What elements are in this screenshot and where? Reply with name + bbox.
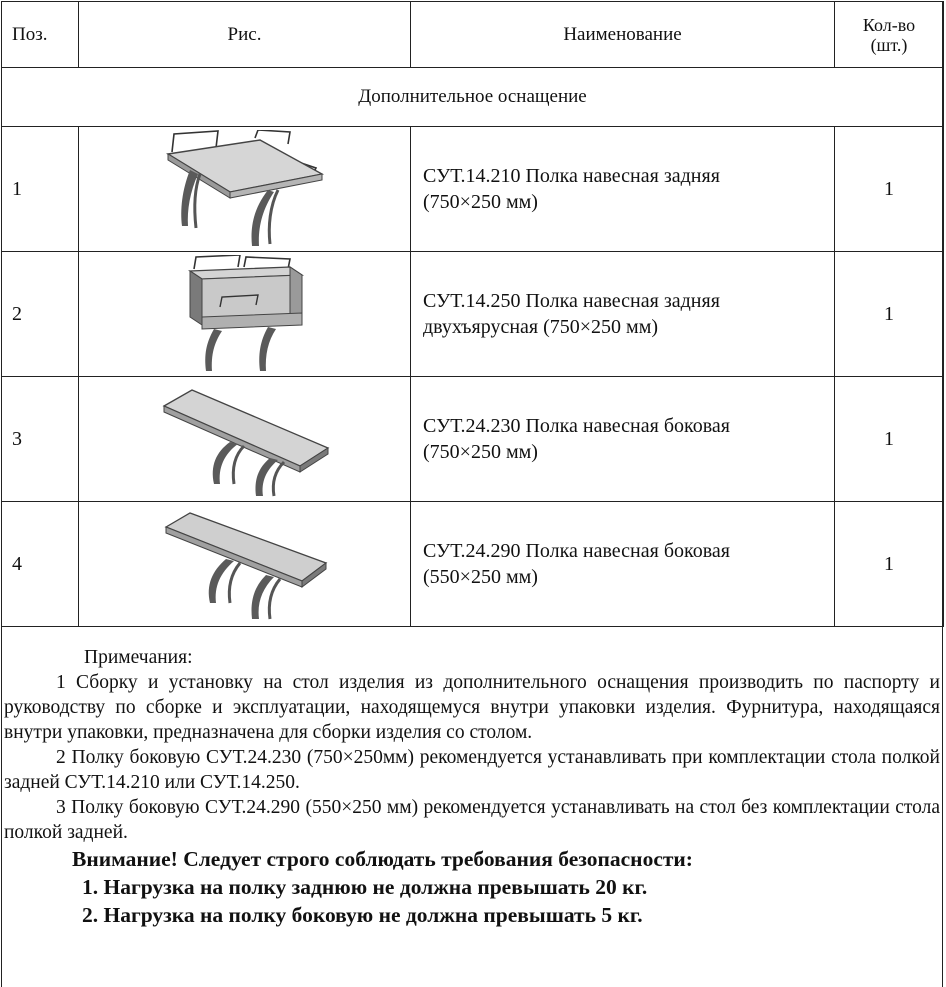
row-name-line2: (750×250 мм) [423,441,538,463]
row-qty: 1 [835,252,944,377]
side-shelf-icon [79,505,410,623]
row-name [411,502,835,627]
table-row [2,502,944,627]
notes-section [4,645,940,929]
side-shelf-icon [79,380,410,498]
row-name-line2: (550×250 мм) [423,566,538,588]
back-shelf-icon [79,130,410,248]
header-pos: Поз. [2,2,79,68]
header-qty-line1: Кол-во [862,14,916,35]
section-title: Дополнительное оснащение [2,68,944,127]
row-qty: 1 [835,127,944,252]
row-pos: 2 [2,252,79,377]
warning-title: Внимание! Следует строго соблюдать требования безопасности: [72,847,693,871]
specification-table [1,1,944,627]
row-picture [79,502,411,627]
note-3: 3 Полку боковую СУТ.24.290 (550×250 мм) рекомендуется устанавливать на стол без комплектации стола полкой задней. [4,797,940,843]
row-name-line2: двухъярусная (750×250 мм) [423,316,659,338]
row-name [411,127,835,252]
row-name-line1: СУТ.14.250 Полка навесная задняя [423,290,720,312]
row-name-line1: СУТ.14.210 Полка навесная задняя [423,165,720,187]
table-row [2,127,944,252]
table-row [2,252,944,377]
row-name [411,252,835,377]
row-picture [79,252,411,377]
two-tier-shelf-icon [79,255,410,373]
row-pos: 4 [2,502,79,627]
header-qty [835,2,944,68]
warning-item-2: 2. Нагрузка на полку боковую не должна превышать 5 кг. [82,903,643,927]
row-pos: 1 [2,127,79,252]
row-name-line1: СУТ.24.290 Полка навесная боковая [423,540,730,562]
row-name-line2: (750×250 мм) [423,191,538,213]
row-picture [79,377,411,502]
note-2: 2 Полку боковую СУТ.24.230 (750×250мм) рекомендуется устанавливать при комплектации стола полкой задней СУТ.14.210 или СУТ.14.250. [4,747,940,793]
section-row [2,68,944,127]
header-pic: Рис. [79,2,411,68]
note-1: 1 Сборку и установку на стол изделия из дополнительного оснащения производить по паспорту и руководству по сборке и эксплуатации, находящемуся внутри упаковки изделия. Фурнитура, находящаяся внутри упаковки, предназначена для сборки изделия со столом. [4,672,940,743]
table-header-row [2,2,944,68]
row-pos: 3 [2,377,79,502]
warning-item-1: 1. Нагрузка на полку заднюю не должна превышать 20 кг. [82,875,648,899]
header-qty-line2: (шт.) [870,34,908,55]
row-qty: 1 [835,377,944,502]
row-qty: 1 [835,502,944,627]
table-row [2,377,944,502]
header-name: Наименование [411,2,835,68]
notes-title: Примечания: [84,647,193,668]
row-name [411,377,835,502]
row-name-line1: СУТ.24.230 Полка навесная боковая [423,415,730,437]
row-picture [79,127,411,252]
